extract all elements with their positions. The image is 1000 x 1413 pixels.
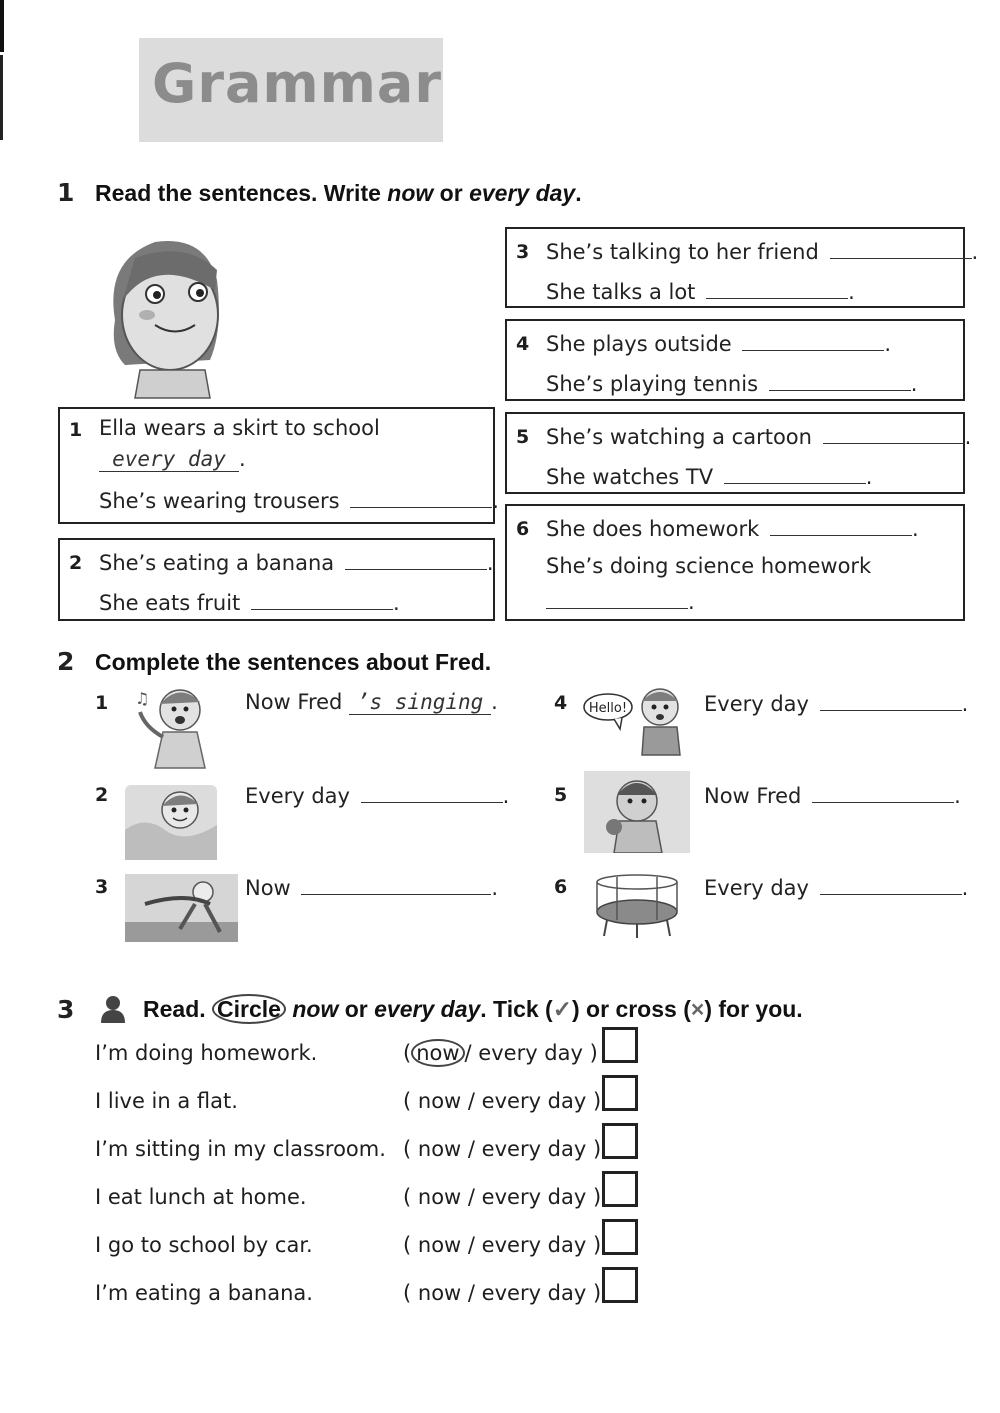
blank[interactable] xyxy=(820,690,962,711)
ex1-item-5-sentence-1: She’s watching a cartoon . xyxy=(546,425,972,449)
blank[interactable] xyxy=(301,874,491,895)
ex2-item-4-sentence: Every day . xyxy=(704,692,969,716)
blank[interactable] xyxy=(724,463,866,484)
svg-text:♫: ♫ xyxy=(135,689,150,708)
ex3-row-6-choice[interactable]: ( now / every day ) xyxy=(403,1281,602,1305)
ex3-row-1-tickbox[interactable] xyxy=(602,1027,638,1063)
fred-singing-picture xyxy=(125,682,215,770)
ex2-item-1-sentence: Now Fred ’s singing . xyxy=(245,690,498,714)
blank[interactable] xyxy=(742,330,884,351)
ex3-row-6-sentence: I’m eating a banana. xyxy=(95,1281,313,1305)
fred-swimming-picture xyxy=(125,780,217,860)
ex3-row-3-sentence: I’m sitting in my classroom. xyxy=(95,1137,386,1161)
ex3-row-6-tickbox[interactable] xyxy=(602,1267,638,1303)
blank[interactable] xyxy=(361,782,503,803)
ex1-item-2-sentence-1: She’s eating a banana . xyxy=(99,551,494,575)
ex2-item-6-number: 6 xyxy=(554,876,568,898)
ex3-row-4-tickbox[interactable] xyxy=(602,1171,638,1207)
ex1-item-3-number: 3 xyxy=(516,241,530,263)
ex1-item-2-box xyxy=(58,538,495,621)
trampoline-picture xyxy=(592,872,682,940)
blank[interactable] xyxy=(350,487,492,508)
ex3-row-3-choice[interactable]: ( now / every day ) xyxy=(403,1137,602,1161)
exercise-1-instruction: Read the sentences. Write now or every day. xyxy=(95,180,582,206)
ex1-item-2-number: 2 xyxy=(69,552,83,574)
ex1-item-1-number: 1 xyxy=(69,419,83,441)
ex2-item-6-sentence: Every day . xyxy=(704,876,969,900)
ex1-item-1-sentence-2: She’s wearing trousers . xyxy=(99,489,499,513)
ex1-item-5-box xyxy=(505,412,972,494)
ex1-item-1-answer-line: every day . xyxy=(99,447,246,472)
ex3-row-1-choice[interactable]: ( now / every day ) xyxy=(403,1041,598,1065)
ex1-item-6-box xyxy=(505,504,965,621)
blank[interactable] xyxy=(345,549,487,570)
ex2-item-3-number: 3 xyxy=(95,876,109,898)
ex2-item-5-number: 5 xyxy=(554,784,568,806)
blank[interactable] xyxy=(770,515,912,536)
ex1-item-2-sentence-2: She eats fruit . xyxy=(99,591,400,615)
ex1-item-3-sentence-2: She talks a lot . xyxy=(546,280,855,304)
ex2-item-3-sentence: Now . xyxy=(245,876,499,900)
ex1-item-5-number: 5 xyxy=(516,426,530,448)
ex1-item-3-box xyxy=(505,227,979,308)
blank[interactable] xyxy=(706,278,848,299)
fred-eating-picture xyxy=(584,771,690,853)
ex2-item-5-sentence: Now Fred . xyxy=(704,784,961,808)
ex1-item-3-sentence-1: She’s talking to her friend . xyxy=(546,240,979,264)
ex3-row-2-sentence: I live in a flat. xyxy=(95,1089,238,1113)
page-edge-line xyxy=(0,55,3,140)
ex2-item-4-number: 4 xyxy=(554,692,568,714)
ex2-item-2-number: 2 xyxy=(95,784,109,806)
ex1-item-4-sentence-2: She’s playing tennis . xyxy=(546,372,918,396)
hello-speech-bubble: Hello! xyxy=(588,701,628,716)
girl-illustration xyxy=(95,230,230,400)
blank[interactable] xyxy=(823,423,965,444)
ex1-item-6-sentence-1: She does homework . xyxy=(546,517,919,541)
blank[interactable] xyxy=(546,588,688,609)
exercise-2-number: 2 xyxy=(57,647,75,676)
ex1-item-5-sentence-2: She watches TV . xyxy=(546,465,873,489)
blank[interactable] xyxy=(820,874,962,895)
ex1-item-1-box xyxy=(58,407,499,524)
ex1-item-6-number: 6 xyxy=(516,518,530,540)
exercise-1-number: 1 xyxy=(57,178,75,207)
blank[interactable] xyxy=(251,589,393,610)
ex3-row-2-choice[interactable]: ( now / every day ) xyxy=(403,1089,602,1113)
ex3-row-5-sentence: I go to school by car. xyxy=(95,1233,313,1257)
fred-running-picture xyxy=(125,874,238,942)
ex1-item-1-sentence-1: Ella wears a skirt to school xyxy=(99,416,380,440)
ex3-row-4-choice[interactable]: ( now / every day ) xyxy=(403,1185,602,1209)
ex1-item-1-answer[interactable]: every day xyxy=(99,447,239,472)
blank[interactable] xyxy=(769,370,911,391)
ex2-item-1-answer[interactable]: ’s singing xyxy=(349,690,491,715)
ex1-item-6-answer-line: . xyxy=(546,588,695,614)
ex2-item-1-number: 1 xyxy=(95,692,109,714)
blank[interactable] xyxy=(830,238,972,259)
ex3-row-5-choice[interactable]: ( now / every day ) xyxy=(403,1233,602,1257)
ex1-item-4-box xyxy=(505,319,965,401)
person-icon xyxy=(100,995,126,1023)
ex3-row-3-tickbox[interactable] xyxy=(602,1123,638,1159)
page-title: Grammar xyxy=(152,52,442,115)
ex1-item-4-sentence-1: She plays outside . xyxy=(546,332,892,356)
exercise-3-instruction: Read. Circle now or every day. Tick (✓) or cross (×) for you. xyxy=(143,996,803,1022)
fred-hello-picture xyxy=(582,685,687,757)
ex2-item-2-sentence: Every day . xyxy=(245,784,510,808)
ex1-item-6-sentence-2: She’s doing science homework xyxy=(546,554,872,578)
ex3-row-5-tickbox[interactable] xyxy=(602,1219,638,1255)
exercise-2-instruction: Complete the sentences about Fred. xyxy=(95,649,492,675)
ex3-row-4-sentence: I eat lunch at home. xyxy=(95,1185,307,1209)
ex3-row-2-tickbox[interactable] xyxy=(602,1075,638,1111)
page-edge-mark xyxy=(0,0,4,52)
ex1-item-4-number: 4 xyxy=(516,333,530,355)
blank[interactable] xyxy=(812,782,954,803)
ex3-row-1-sentence: I’m doing homework. xyxy=(95,1041,318,1065)
exercise-3-number: 3 xyxy=(57,995,75,1024)
